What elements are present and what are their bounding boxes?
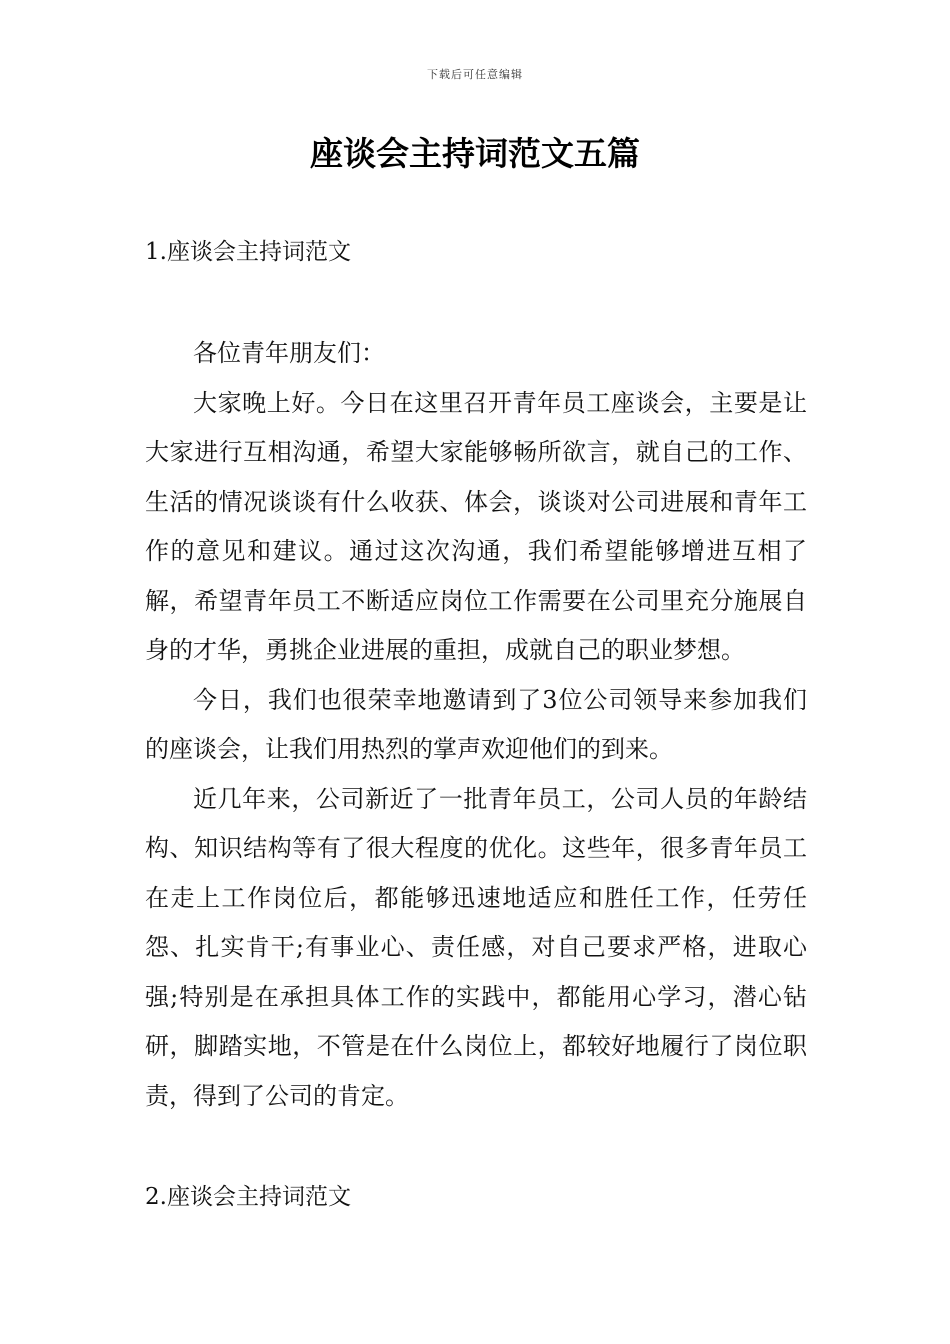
section-heading-2: 2.座谈会主持词范文 bbox=[145, 1184, 351, 1210]
paragraph-guests: 今日，我们也很荣幸地邀请到了3位公司领导来参加我们的座谈会，让我们用热烈的掌声欢迎他们的到来。 bbox=[145, 685, 807, 763]
body-text bbox=[145, 329, 807, 1121]
document-title: 座谈会主持词范文五篇 bbox=[310, 134, 640, 173]
section-heading-1: 1.座谈会主持词范文 bbox=[145, 239, 351, 265]
header-note: 下载后可任意编辑 bbox=[427, 68, 523, 81]
paragraph-intro: 大家晚上好。今日在这里召开青年员工座谈会，主要是让大家进行互相沟通，希望大家能够畅所欲言，就自己的工作、生活的情况谈谈有什么收获、体会，谈谈对公司进展和青年工作的意见和建议。通过这次沟通，我们希望能够增进互相了解，希望青年员工不断适应岗位工作需要在公司里充分施展自身的才华，勇挑企业进展的重担，成就自己的职业梦想。 bbox=[145, 388, 807, 664]
paragraph-greeting: 各位青年朋友们： bbox=[193, 339, 385, 367]
paragraph-recent-years: 近几年来，公司新近了一批青年员工，公司人员的年龄结构、知识结构等有了很大程度的优化。这些年，很多青年员工在走上工作岗位后，都能够迅速地适应和胜任工作，任劳任怨、扎实肯干;有事业心、责任感，对自己要求严格，进取心强;特别是在承担具体工作的实践中，都能用心学习，潜心钻研，脚踏实地，不管是在什么岗位上，都较好地履行了岗位职责，得到了公司的肯定。 bbox=[145, 784, 807, 1110]
